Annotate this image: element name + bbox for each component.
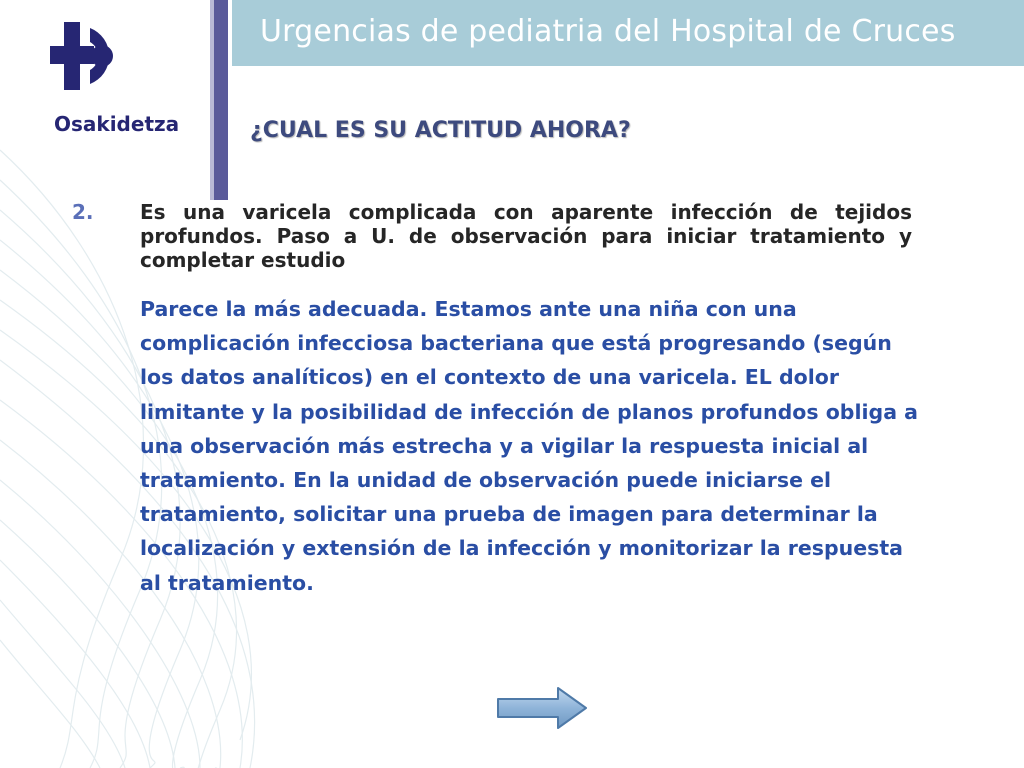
list-item-text: Es una varicela complicada con aparente infección de tejidos profundos. Paso a U. de observación para iniciar tratamiento y completar estudio xyxy=(140,200,912,272)
osakidetza-logo-icon xyxy=(50,22,130,94)
vertical-accent-bar-dark xyxy=(214,0,228,200)
header-title: Urgencias de pediatria del Hospital de Cruces xyxy=(260,14,956,49)
logo-text: Osakidetza xyxy=(54,112,180,136)
answer-paragraph: Parece la más adecuada. Estamos ante una niña con una complicación infecciosa bacteriana que está progresando (según los datos analíticos) en el contexto de una varicela. EL dolor limitante y la posibilidad de infección de planos profundos obliga a una observación más estrecha y a vigilar la respuesta inicial al tratamiento. En la unidad de observación puede iniciarse el tratamiento, solicitar una prueba de imagen para determinar la localización y extensión de la infección y monitorizar la respuesta al tratamiento. xyxy=(140,297,918,595)
right-arrow-icon[interactable] xyxy=(496,686,590,730)
slide-question: ¿CUAL ES SU ACTITUD AHORA? xyxy=(250,118,631,143)
list-item-number: 2. xyxy=(72,200,94,224)
